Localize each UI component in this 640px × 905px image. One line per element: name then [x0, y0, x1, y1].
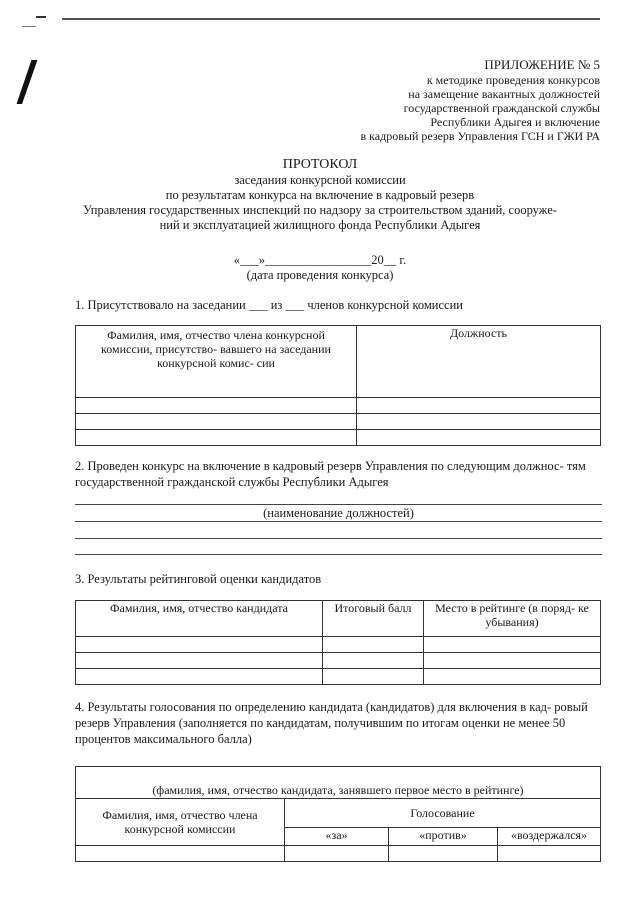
- column-header-score: Итоговый балл: [323, 601, 424, 637]
- table-cell: [323, 669, 424, 685]
- protocol-line: Управления государственных инспекций по надзору за строительством зданий, сооруже-: [83, 203, 557, 217]
- column-header-abstain: «воздержался»: [498, 828, 601, 846]
- column-header-member: Фамилия, имя, отчество члена конкурсной комиссии, присутство- вавшего на заседании конкурсной комис- сии: [76, 326, 357, 398]
- table-cell: [76, 653, 323, 669]
- column-header-voting: Голосование: [285, 799, 601, 828]
- table-cell: [498, 846, 601, 862]
- voting-table: [75, 766, 601, 862]
- appendix-header: [360, 56, 600, 143]
- table-cell: [323, 653, 424, 669]
- table-cell: [424, 637, 601, 653]
- table-cell: [76, 430, 357, 446]
- table-cell: [389, 846, 498, 862]
- column-header-candidate: Фамилия, имя, отчество кандидата: [76, 601, 323, 637]
- table-cell: [76, 637, 323, 653]
- rating-table: [75, 600, 601, 685]
- table-cell: [285, 846, 389, 862]
- date-caption: (дата проведения конкурса): [246, 268, 394, 282]
- appendix-line: Республики Адыгея и включение: [430, 115, 600, 129]
- protocol-line: заседания конкурсной комиссии: [234, 173, 406, 187]
- scan-artifact: [36, 16, 46, 18]
- column-header-position: Должность: [357, 326, 601, 398]
- appendix-line: в кадровый резерв Управления ГСН и ГЖИ РА: [360, 129, 600, 143]
- protocol-title: ПРОТОКОЛ: [282, 157, 358, 172]
- table-cell: [76, 846, 285, 862]
- section-1-text: 1. Присутствовало на заседании ___ из ___ членов конкурсной комиссии: [75, 298, 463, 312]
- attendance-table: [75, 325, 601, 446]
- appendix-line: к методике проведения конкурсов: [426, 73, 600, 87]
- table-cell: [424, 653, 601, 669]
- date-blank: «___»_________________20__ г.: [233, 253, 407, 267]
- table-cell: [76, 398, 357, 414]
- positions-caption: (наименование должностей): [263, 506, 414, 520]
- blank-line: [75, 554, 602, 555]
- scan-artifact-line: [62, 18, 600, 20]
- table-cell: [76, 669, 323, 685]
- table-cell: [424, 669, 601, 685]
- appendix-title: ПРИЛОЖЕНИЕ № 5: [484, 57, 600, 72]
- appendix-line: на замещение вакантных должностей: [408, 87, 600, 101]
- scan-artifact-mark: [17, 60, 38, 104]
- column-header-rank: Место в рейтинге (в поряд- ке убывания): [424, 601, 601, 637]
- candidate-caption: (фамилия, имя, отчество кандидата, занявшего первое место в рейтинге): [76, 767, 601, 799]
- blank-line: [75, 538, 602, 539]
- table-cell: [323, 637, 424, 653]
- blank-line: [75, 521, 602, 522]
- column-header-against: «против»: [389, 828, 498, 846]
- column-header-for: «за»: [285, 828, 389, 846]
- table-cell: [357, 398, 601, 414]
- protocol-line: ний и эксплуатацией жилищного фонда Республики Адыгея: [159, 218, 481, 232]
- blank-line: [75, 504, 602, 505]
- table-cell: [76, 414, 357, 430]
- section-3-text: 3. Результаты рейтинговой оценки кандидатов: [75, 572, 322, 586]
- section-2-text: 2. Проведен конкурс на включение в кадровый резерв Управления по следующим должнос- тям государственной гражданской службы Республики Адыгея: [75, 459, 586, 489]
- protocol-heading: [40, 156, 600, 233]
- column-header-member: Фамилия, имя, отчество члена конкурсной комиссии: [76, 799, 285, 846]
- meeting-date: [40, 253, 600, 283]
- appendix-line: государственной гражданской службы: [403, 101, 600, 115]
- table-cell: [357, 414, 601, 430]
- protocol-line: по результатам конкурса на включение в кадровый резерв: [165, 188, 475, 202]
- table-cell: [357, 430, 601, 446]
- scan-artifact: [22, 26, 36, 27]
- section-4-text: 4. Результаты голосования по определению кандидата (кандидатов) для включения в кад- ровый резерв Управления (заполняется по кандидатам, получившим по итогам оценки не менее 50 процентов максимального балла): [75, 700, 588, 746]
